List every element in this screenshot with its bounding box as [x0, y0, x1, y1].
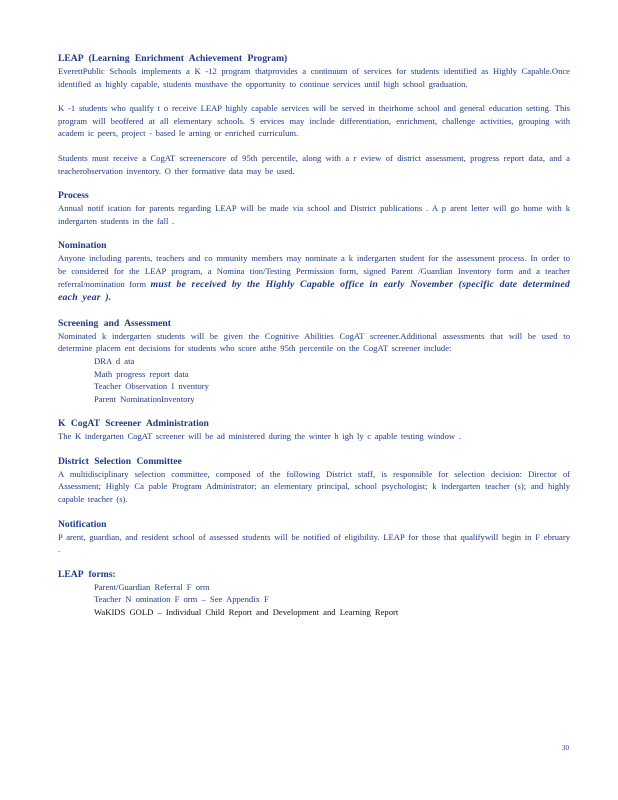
cogat-paragraph: The K indergarten CogAT screener will be ad ministered during the winter h igh ly c apable testing window . [58, 431, 461, 442]
committee-paragraph: A multidisciplinary selection committee, composed of the following District staff, is responsible for selection decision: Director of Assessment; Highly Ca pable Program Administrator; an elementary principal, school psychologist; k indergarten teacher (s); and highly capable teacher (s). [58, 468, 570, 505]
notification-paragraph: P arent, guardian, and resident school of assessed students will be notified of eligibility. LEAP for those that qualifywill begin in F ebruary . [58, 531, 570, 555]
leap-paragraph-1: EverettPublic Schools implements a K -12 program thatprovides a continuum of services for students identified as Highly Capable.Once identified as highly capable, students musthave the opportunity to continue services until high school graduation. [58, 66, 570, 89]
leap-paragraph-3: Students must receive a CogAT screenerscore of 95th percentile, along with a r eview of district assessment, progress report data, and a teacherobservation inventory. O ther formative data may be used. [58, 152, 570, 176]
heading-screening: Screening and Assessment [58, 317, 171, 329]
list-item: Teacher Observation I nventory [94, 381, 209, 392]
heading-notification: Notification [58, 518, 107, 530]
section-committee [58, 455, 570, 506]
list-item: Parent/Guardian Referral F orm [94, 581, 210, 592]
list-item: Parent NominationInventory [94, 393, 195, 404]
heading-nomination: Nomination [58, 240, 107, 252]
list-item: DRA d ata [94, 355, 135, 366]
document-page [58, 52, 570, 631]
heading-forms: LEAP forms: [58, 568, 116, 580]
list-item: WaKIDS GOLD – Individual Child Report and Development and Learning Report [94, 607, 399, 618]
section-process [58, 189, 570, 227]
page-number: 30 [562, 744, 569, 752]
leap-paragraph-2: K -1 students who qualify t o receive LEAP highly capable services will be served in theirhome school and general education setting. This program will beoffered at all elementary schools. S ervices may include differentiation, enrichment, challenge activities, grouping with academ ic peers, project - based le arning or enriched curriculum. [58, 103, 570, 139]
heading-committee: District Selection Committee [58, 455, 182, 467]
section-forms [58, 568, 570, 619]
section-notification [58, 518, 570, 556]
list-item: Math progress report data [94, 368, 189, 379]
screening-list [58, 355, 570, 405]
nomination-text: Anyone including parents, teachers and co mmunity members may nominate a k indergarten student for the assessment process. In order to be considered for the LEAP program, a Nomina tion/Testing Permission form, signed Parent /Guardian Inventory form and a teacher referral/nomination form [58, 253, 570, 289]
section-nomination [58, 239, 570, 304]
heading-cogat: K CogAT Screener Administration [58, 418, 209, 430]
forms-list [58, 581, 570, 619]
screening-paragraph: Nominated k indergarten students will be given the Cognitive Abilities CogAT screener.Additional assessments that will be used to determine placem ent decisions for students who score atthe 95th percentile on the CogAT screener include: [58, 330, 570, 354]
section-cogat [58, 417, 570, 443]
section-screening [58, 317, 570, 406]
list-item: Teacher N omination F orm – See Appendix F [94, 594, 269, 605]
section-leap [58, 52, 570, 177]
heading-process: Process [58, 190, 89, 202]
process-paragraph: Annual notif ication for parents regarding LEAP will be made via school and District publications . A p arent letter will go home with k indergarten students in the fall . [58, 203, 570, 226]
nomination-emphasis: must be received by the Highly Capable office in early November (specific date determined each year ). [58, 278, 570, 304]
heading-leap: LEAP (Learning Enrichment Achievement Program) [58, 53, 288, 64]
nomination-paragraph [58, 252, 570, 304]
